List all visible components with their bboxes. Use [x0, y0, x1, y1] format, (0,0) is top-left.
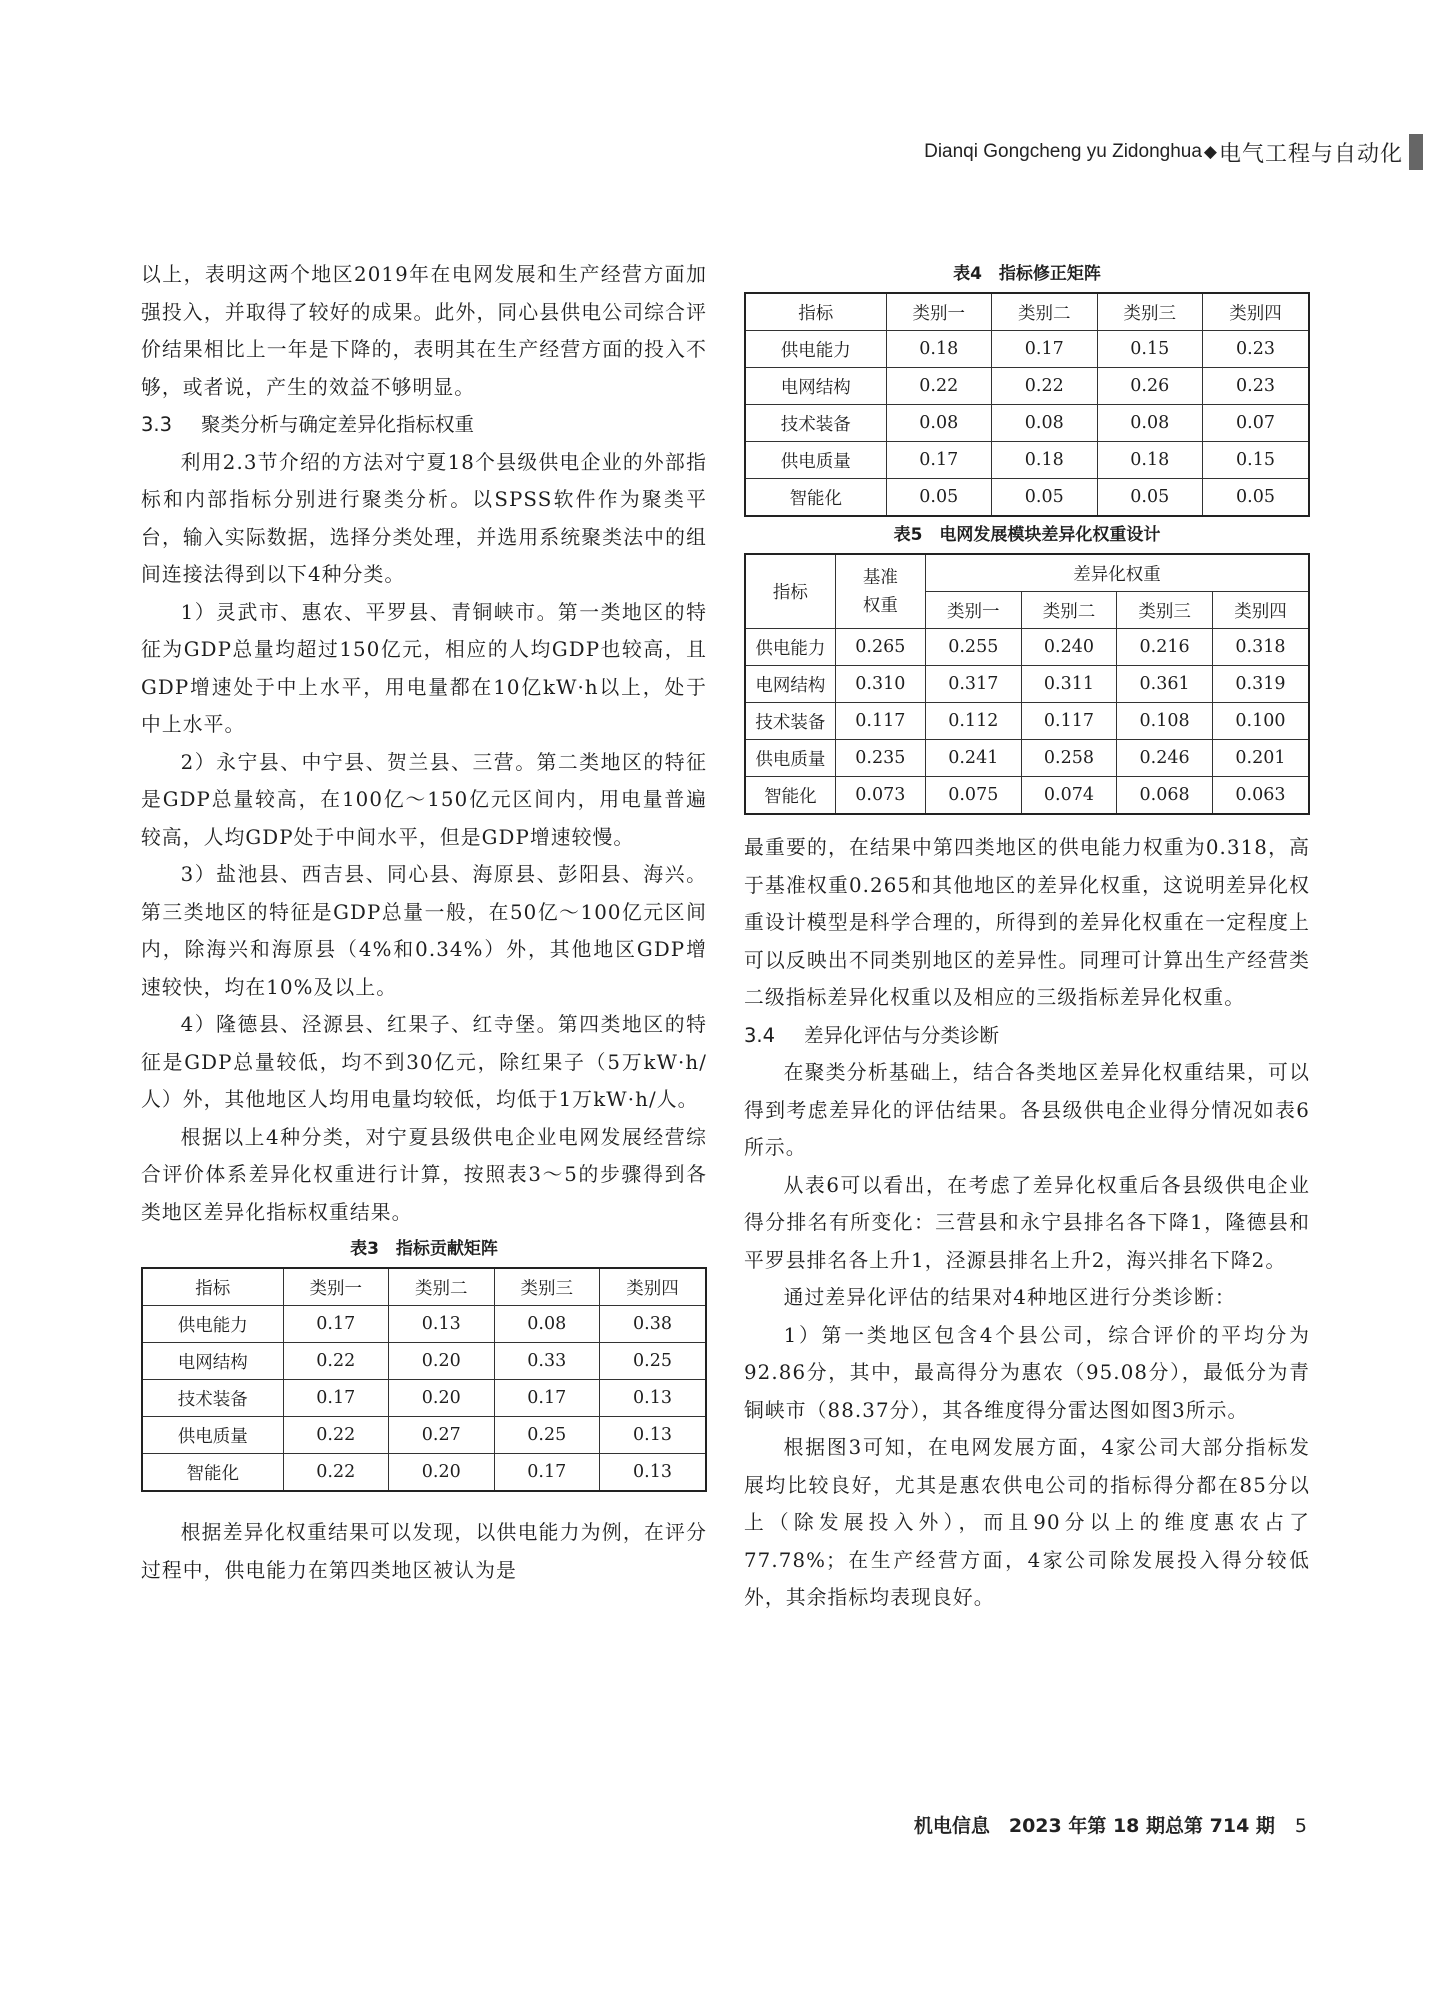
table-cell: 0.05 — [992, 479, 1098, 517]
table-cell: 0.235 — [835, 740, 925, 777]
table-row — [142, 1454, 706, 1492]
table-cell: 0.310 — [835, 666, 925, 703]
header-cell: 指标 — [745, 554, 835, 629]
table-cell: 0.25 — [600, 1343, 707, 1380]
table-cell: 0.258 — [1021, 740, 1117, 777]
table-cell: 0.241 — [925, 740, 1021, 777]
table-row — [142, 1417, 706, 1454]
section-heading-3-4 — [744, 1017, 1310, 1055]
table-cell: 供电能力 — [142, 1306, 283, 1343]
table-cell: 0.05 — [886, 479, 992, 517]
header-cell: 类别四 — [1203, 293, 1310, 331]
table-row — [745, 777, 1309, 815]
left-column — [141, 256, 707, 1589]
table-cell: 0.18 — [886, 331, 992, 368]
paragraph: 1）灵武市、惠农、平罗县、青铜峡市。第一类地区的特征为GDP总量均超过150亿元，相应的人均GDP也较高，且GDP增速处于中上水平，用电量都在10亿kW·h以上，处于中上水平。 — [141, 600, 707, 736]
table-cell: 0.108 — [1117, 703, 1213, 740]
table-cell: 0.13 — [389, 1306, 495, 1343]
running-header — [924, 134, 1423, 170]
paragraph: 以上，表明这两个地区2019年在电网发展和生产经营方面加强投入，并取得了较好的成果。此外，同心县供电公司综合评价结果相比上一年是下降的，表明其在生产经营方面的投入不够，或者说，产生的效益不够明显。 — [141, 263, 707, 399]
table-cell: 0.100 — [1212, 703, 1309, 740]
diamond-icon: ◆ — [1203, 142, 1217, 161]
paragraph: 4）隆德县、泾源县、红果子、红寺堡。第四类地区的特征是GDP总量较低，均不到30亿元，除红果子（5万kW·h/人）外，其他地区人均用电量均较低，均低于1万kW·h/人。 — [141, 1013, 707, 1111]
table-cell: 0.15 — [1097, 331, 1203, 368]
table-row — [142, 1380, 706, 1417]
table-cell: 0.05 — [1097, 479, 1203, 517]
table-cell: 0.20 — [389, 1454, 495, 1492]
table-cell: 0.17 — [283, 1380, 389, 1417]
header-cell: 类别一 — [925, 592, 1021, 629]
table-cell: 供电质量 — [745, 740, 835, 777]
header-bar — [1409, 134, 1423, 170]
table-row — [745, 629, 1309, 666]
paragraph: 1）第一类地区包含4个县公司，综合评价的平均分为92.86分，其中，最高得分为惠农（95.08分），最低分为青铜峡市（88.37分），其各维度得分雷达图如图3所示。 — [744, 1323, 1310, 1422]
header-line: 基准 — [862, 567, 898, 588]
table-cell: 0.13 — [600, 1454, 707, 1492]
header-cell: 类别三 — [1117, 592, 1213, 629]
header-cell: 类别三 — [494, 1268, 600, 1306]
table-cell: 0.317 — [925, 666, 1021, 703]
table-cell: 0.25 — [494, 1417, 600, 1454]
table-cell: 供电质量 — [142, 1417, 283, 1454]
table-cell: 0.22 — [992, 368, 1098, 405]
table-cell: 0.20 — [389, 1380, 495, 1417]
table-cell: 0.074 — [1021, 777, 1117, 815]
section-number: 3.3 — [141, 413, 173, 436]
table-cell: 0.117 — [1021, 703, 1117, 740]
table-cell: 0.22 — [886, 368, 992, 405]
page-footer — [914, 1808, 1307, 1844]
table-cell: 0.18 — [992, 442, 1098, 479]
table-row — [745, 740, 1309, 777]
table-cell: 0.17 — [283, 1306, 389, 1343]
table-cell: 0.05 — [1203, 479, 1310, 517]
table-caption: 表3 指标贡献矩阵 — [350, 1239, 498, 1259]
header-cell: 类别四 — [1212, 592, 1309, 629]
table-row — [745, 703, 1309, 740]
table-cell: 0.22 — [283, 1417, 389, 1454]
table-cell: 0.17 — [992, 331, 1098, 368]
table-cell: 0.26 — [1097, 368, 1203, 405]
table-cell: 0.17 — [494, 1380, 600, 1417]
table-row — [745, 405, 1309, 442]
table-3 — [141, 1267, 707, 1492]
header-cell: 类别二 — [389, 1268, 495, 1306]
table-cell: 供电能力 — [745, 629, 835, 666]
table-cell: 技术装备 — [142, 1380, 283, 1417]
table-cell: 0.20 — [389, 1343, 495, 1380]
section-title: 聚类分析与确定差异化指标权重 — [201, 413, 475, 436]
table-cell: 0.216 — [1117, 629, 1213, 666]
table-cell: 0.08 — [992, 405, 1098, 442]
table-cell: 0.112 — [925, 703, 1021, 740]
table-cell: 0.38 — [600, 1306, 707, 1343]
paragraph: 最重要的，在结果中第四类地区的供电能力权重为0.318，高于基准权重0.265和其他地区的差异化权重，这说明差异化权重设计模型是科学合理的，所得到的差异化权重在一定程度上可以反映出不同类别地区的差异性。同理可计算出生产经营类二级指标差异化权重以及相应的三级指标差异化权重。 — [744, 836, 1310, 1009]
header-cell — [835, 554, 925, 629]
table-caption: 表5 电网发展模块差异化权重设计 — [893, 525, 1161, 545]
section-title: 差异化评估与分类诊断 — [804, 1023, 1000, 1047]
paragraph: 2）永宁县、中宁县、贺兰县、三营。第二类地区的特征是GDP总量较高，在100亿～150亿元区间内，用电量普遍较高，人均GDP处于中间水平，但是GDP增速较慢。 — [141, 750, 707, 849]
table-caption: 表4 指标修正矩阵 — [953, 264, 1101, 284]
table-header-row — [745, 293, 1309, 331]
header-cell: 指标 — [745, 293, 886, 331]
table-cell: 技术装备 — [745, 703, 835, 740]
table-header-row — [745, 554, 1309, 592]
paragraph: 根据图3可知，在电网发展方面，4家公司大部分指标发展均比较良好，尤其是惠农供电公司的指标得分都在85分以上（除发展投入外），而且90分以上的维度惠农占了77.78%；在生产经营方面，4家公司除发展投入得分较低外，其余指标均表现良好。 — [744, 1436, 1310, 1609]
table-header-row — [142, 1268, 706, 1306]
table-cell: 0.13 — [600, 1380, 707, 1417]
table-cell: 0.063 — [1212, 777, 1309, 815]
table-row — [745, 479, 1309, 517]
table-cell: 0.265 — [835, 629, 925, 666]
table-cell: 智能化 — [745, 479, 886, 517]
table-cell: 0.17 — [494, 1454, 600, 1492]
header-cell: 类别三 — [1097, 293, 1203, 331]
paragraph: 在聚类分析基础上，结合各类地区差异化权重结果，可以得到考虑差异化的评估结果。各县级供电企业得分情况如表6所示。 — [744, 1061, 1310, 1159]
page-number: 5 — [1294, 1815, 1307, 1837]
section-number: 3.4 — [744, 1023, 776, 1047]
table-cell: 0.22 — [283, 1343, 389, 1380]
paragraph: 3）盐池县、西吉县、同心县、海原县、彭阳县、海兴。第三类地区的特征是GDP总量一般，在50亿～100亿元区间内，除海兴和海原县（4%和0.34%）外，其他地区GDP增速较快，均在10%及以上。 — [141, 863, 707, 999]
header-cell: 类别二 — [1021, 592, 1117, 629]
table-cell: 0.08 — [494, 1306, 600, 1343]
table-row — [745, 666, 1309, 703]
table-cell: 0.255 — [925, 629, 1021, 666]
paragraph: 根据以上4种分类，对宁夏县级供电企业电网发展经营综合评价体系差异化权重进行计算，按照表3～5的步骤得到各类地区差异化指标权重结果。 — [141, 1125, 707, 1224]
table-cell: 0.17 — [886, 442, 992, 479]
section-heading-3-3 — [141, 406, 707, 444]
table-cell: 0.33 — [494, 1343, 600, 1380]
table-cell: 0.27 — [389, 1417, 495, 1454]
table-cell: 0.117 — [835, 703, 925, 740]
table-cell: 供电能力 — [745, 331, 886, 368]
table-cell: 0.18 — [1097, 442, 1203, 479]
table-cell: 0.075 — [925, 777, 1021, 815]
table-cell: 0.13 — [600, 1417, 707, 1454]
table-cell: 0.318 — [1212, 629, 1309, 666]
table-cell: 0.246 — [1117, 740, 1213, 777]
header-cell: 类别一 — [886, 293, 992, 331]
paragraph: 根据差异化权重结果可以发现，以供电能力为例，在评分过程中，供电能力在第四类地区被认为是 — [141, 1521, 707, 1582]
table-4 — [744, 292, 1310, 517]
right-column — [744, 256, 1310, 1617]
table-cell: 0.319 — [1212, 666, 1309, 703]
table-cell: 电网结构 — [745, 666, 835, 703]
journal-pinyin: Dianqi Gongcheng yu Zidonghua — [924, 141, 1202, 162]
table-cell: 0.361 — [1117, 666, 1213, 703]
table-cell: 0.073 — [835, 777, 925, 815]
table-cell: 0.07 — [1203, 405, 1310, 442]
paragraph: 通过差异化评估的结果对4种地区进行分类诊断： — [783, 1286, 1236, 1309]
table-cell: 供电质量 — [745, 442, 886, 479]
table-cell: 0.23 — [1203, 331, 1310, 368]
table-cell: 0.311 — [1021, 666, 1117, 703]
header-cell: 类别四 — [600, 1268, 707, 1306]
table-cell: 电网结构 — [142, 1343, 283, 1380]
table-cell: 0.15 — [1203, 442, 1310, 479]
table-cell: 0.22 — [283, 1454, 389, 1492]
table-cell: 智能化 — [142, 1454, 283, 1492]
table-cell: 电网结构 — [745, 368, 886, 405]
table-cell: 智能化 — [745, 777, 835, 815]
paragraph: 利用2.3节介绍的方法对宁夏18个县级供电企业的外部指标和内部指标分别进行聚类分析。以SPSS软件作为聚类平台，输入实际数据，选择分类处理，并选用系统聚类法中的组间连接法得到以下4种分类。 — [141, 450, 707, 586]
header-line: 权重 — [862, 595, 898, 616]
header-cell: 指标 — [142, 1268, 283, 1306]
table-row — [745, 331, 1309, 368]
table-cell: 0.240 — [1021, 629, 1117, 666]
table-cell: 0.08 — [886, 405, 992, 442]
table-cell: 0.08 — [1097, 405, 1203, 442]
table-row — [745, 368, 1309, 405]
table-cell: 技术装备 — [745, 405, 886, 442]
header-group-cell: 差异化权重 — [925, 554, 1309, 592]
table-5 — [744, 553, 1310, 815]
table-cell: 0.201 — [1212, 740, 1309, 777]
header-cell: 类别一 — [283, 1268, 389, 1306]
footer-issue-info: 机电信息 2023 年第 18 期总第 714 期 — [913, 1815, 1275, 1837]
table-row — [142, 1343, 706, 1380]
header-cell: 类别二 — [992, 293, 1098, 331]
table-row — [745, 442, 1309, 479]
table-cell: 0.068 — [1117, 777, 1213, 815]
journal-name-cn: 电气工程与自动化 — [1218, 140, 1403, 166]
table-row — [142, 1306, 706, 1343]
paragraph: 从表6可以看出，在考虑了差异化权重后各县级供电企业得分排名有所变化：三营县和永宁县排名各下降1，隆德县和平罗县排名各上升1，泾源县排名上升2，海兴排名下降2。 — [744, 1173, 1310, 1272]
table-cell: 0.23 — [1203, 368, 1310, 405]
